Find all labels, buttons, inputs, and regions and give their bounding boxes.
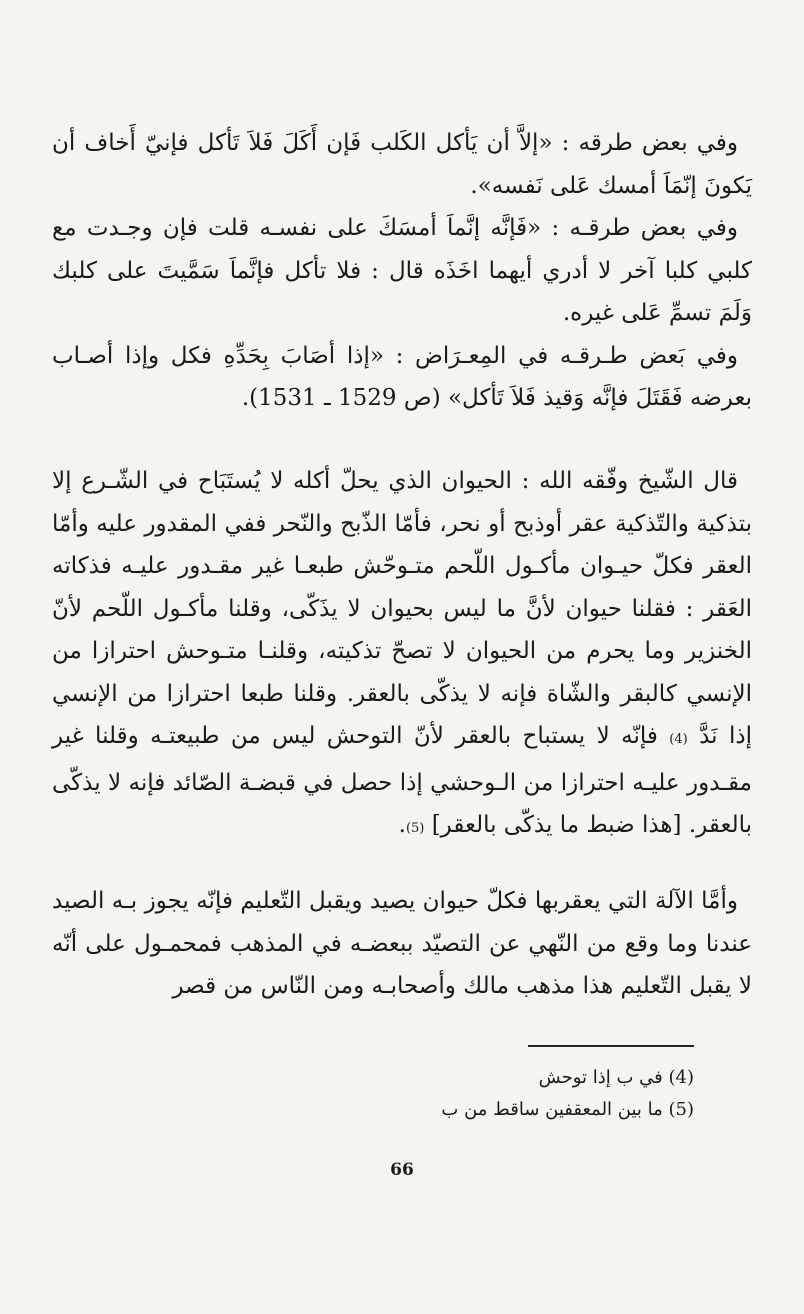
- footnote-5: (5) ما بين المعقفين ساقط من ب: [441, 1099, 694, 1120]
- footnote-divider: [528, 1045, 694, 1047]
- commentary-text: [52, 460, 752, 851]
- footnote-ref-4: (4): [669, 732, 688, 747]
- commentary-end-mark: .: [398, 812, 406, 838]
- page-number: 66: [390, 1160, 414, 1180]
- footnotes: [300, 1062, 694, 1126]
- narration-1: وفي بعض طرقه : «إلاَّ أن يَأكل الكَلب فَإن أَكَلَ فَلاَ تَأكل فإنيّ أَخاف أن يَكونَ إنّمَاَ أمسك عَلى نَفسه».: [52, 130, 752, 199]
- narration-2: وفي بعض طرقـه : «فَإنَّه إنَّماَ أمسَكَ على نفسـه قلت فإن وجـدت مع كلبي كلبا آخر لا أدري أيهما اخَذَه قال : فلا تأكل فإنَّماَ سَمَّيتَ على كلبك وَلَمَ تسمِّ عَلى غيره.: [52, 215, 752, 326]
- hunting-tool-paragraph: [52, 880, 752, 1008]
- sheikh-commentary-paragraph: [52, 460, 752, 851]
- commentary-text-part-b: فإنّه لا يستباح بالعقر لأنّ التوحش ليس من طبيعتـه وقلنا غير مقـدور عليـه احترازا من الـوحشي إذا حصل في قبضـة الصّائد فإنه لا يذكّى بالعقر. [هذا ضبط ما يذكّى بالعقر]: [52, 723, 752, 838]
- commentary-text-part-a: قال الشّيخ وفّقه الله : الحيوان الذي يحلّ أكله لا يُستَبَاح في الشّـرع إلا بتذكية والتّذكية عقر أوذبح أو نحر، فأمّا الذّبح والنّحر ففي المقدور عليه وأمّا العقر فكلّ حيـوان مأكـول اللّحم متـوحّش طبعـا غير مقـدور عليـه فذكاته العَقر : فقلنا حيوان لأنَّ ما ليس بحيوان لا يذَكّى، وقلنا مأكـول اللّحم لأنّ الخنزير وما يحرم من الحيوان لا تصحّ تذكيته، وقلنـا متـوحش احترازا من الإنسي كالبقر والشّاة فإنه لا يذكّى بالعقر. وقلنا طبعا احترازا من الإنسي إذا نَدَّ: [52, 468, 753, 749]
- hadith-narrations-paragraph: [52, 122, 752, 420]
- footnote-ref-5: (5): [405, 821, 425, 836]
- footnote-4: (4) في ب إذا توحش: [538, 1067, 694, 1088]
- hunting-tool-text: وأمَّا الآلة التي يعقربها فكلّ حيوان يصيد ويقبل التّعليم فإنّه يجوز بـه الصيد عندنا وما وقع من النّهي عن التصيّد ببعضـه في المذهب فمحمـول على أنّه لا يقبل التّعليم هذا مذهب مالك وأصحابـه ومن النّاس من قصر: [52, 888, 752, 999]
- narration-3: وفي بَعض طـرقـه في المِعـرَاض : «إذا أصَابَ بِحَدِّهِ فكل وإذا أصـاب بعرضه فَقَتَلَ فإنَّه وَقيذ فَلاَ تَأكل» (ص 1529 ـ 1531).: [52, 342, 752, 411]
